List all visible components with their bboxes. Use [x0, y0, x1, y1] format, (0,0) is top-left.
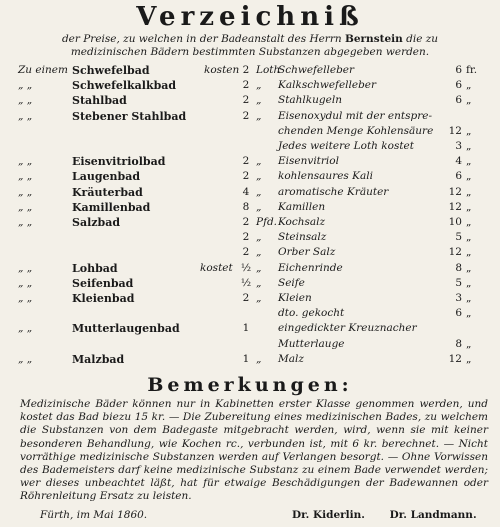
row-6-bath: Eisenvitriolbad	[72, 155, 166, 168]
row-10-pre: „ „	[18, 216, 33, 228]
row-7-pre: „ „	[18, 170, 33, 182]
row-0-subst: Schwefelleber	[278, 64, 355, 76]
row-9-unit: „	[256, 201, 262, 213]
row-12-qty: 2	[242, 246, 250, 258]
row-16-fr: „	[466, 307, 472, 319]
subtitle-name: Bernstein	[344, 33, 403, 45]
row-17-pre: „ „	[18, 322, 33, 334]
row-19-pre: „ „	[18, 353, 33, 365]
row-9-qty: 8	[242, 201, 250, 213]
row-10-price: 10	[448, 216, 462, 228]
row-17-bath: Mutterlaugenbad	[72, 322, 180, 335]
row-1-unit: „	[256, 79, 262, 91]
row-11-price: 5	[455, 231, 462, 243]
row-8-subst: aromatische Kräuter	[278, 186, 389, 198]
row-19-price: 12	[448, 353, 462, 365]
row-8-pre: „ „	[18, 186, 33, 198]
row-3-bath: Stebener Stahlbad	[72, 110, 187, 123]
row-9-bath: Kamillenbad	[72, 201, 151, 214]
row-1-fr: „	[466, 79, 472, 91]
signature-landmann: Dr. Landmann.	[389, 509, 477, 521]
row-14-unit: „	[256, 277, 262, 289]
row-6-price: 4	[455, 155, 462, 167]
row-14-fr: „	[466, 277, 472, 289]
row-9-fr: „	[466, 201, 472, 213]
row-13-unit: „	[256, 262, 262, 274]
row-1-bath: Schwefelkalkbad	[72, 79, 177, 92]
row-14-qty: ½	[240, 277, 252, 289]
row-9-price: 12	[448, 201, 462, 213]
row-5-fr: „	[466, 140, 472, 152]
row-14-pre: „ „	[18, 277, 33, 289]
row-2-price: 6	[455, 94, 462, 106]
row-13-subst: Eichenrinde	[278, 262, 343, 274]
row-10-fr: „	[466, 216, 472, 228]
row-19-subst: Malz	[278, 353, 304, 365]
row-15-qty: 2	[242, 292, 250, 304]
row-14-bath: Seifenbad	[72, 277, 134, 290]
row-7-qty: 2	[242, 170, 250, 182]
row-6-unit: „	[256, 155, 262, 167]
row-12-subst: Orber Salz	[278, 246, 336, 258]
row-18-subst: Mutterlauge	[278, 338, 345, 350]
row-9-pre: „ „	[18, 201, 33, 213]
row-4-fr: „	[466, 125, 472, 137]
row-7-subst: kohlensaures Kali	[278, 170, 373, 182]
row-14-subst: Seife	[278, 277, 305, 289]
row-0-unit: Loth	[256, 64, 281, 76]
row-12-unit: „	[256, 246, 262, 258]
row-7-unit: „	[256, 170, 262, 182]
row-8-bath: Kräuterbad	[72, 186, 143, 199]
row-13-fr: „	[466, 262, 472, 274]
remarks-paragraph: Medizinische Bäder können nur in Kabinetten erster Klasse genommen werden, und kostet das Bad biezu 15 kr. — Die Zubereitung eines medizinischen Bades, zu welchem die Substanzen von dem Badegaste mitgebracht werden, wird, wenn sie mit keiner besonderen Behandlung, wie Kochen rc., verbunden ist, mit 6 kr. berechnet. — Nicht vorräthige medizinische Substanzen werden auf Verlangen besorgt. — Ohne Vorwissen des Bademeisters darf keine medizinische Substanz zu einem Bade verwendet werden; wer dieses unbeachtet läßt, hat für etwaige Beschädigungen der Badewannen oder Röhrenleitung Ersatz zu leisten.	[20, 398, 488, 503]
row-8-price: 12	[448, 186, 462, 198]
row-19-bath: Malzbad	[72, 353, 125, 366]
footer-place-date: Fürth, im Mai 1860.	[40, 509, 148, 521]
row-1-pre: „ „	[18, 79, 33, 91]
row-17-qty: 1	[242, 322, 250, 334]
row-13-price: 8	[455, 262, 462, 274]
row-2-unit: „	[256, 94, 262, 106]
row-10-qty: 2	[242, 216, 250, 228]
row-15-subst: Kleien	[278, 292, 312, 304]
row-2-qty: 2	[242, 94, 250, 106]
row-0-qty: 2	[242, 64, 250, 76]
row-3-unit: „	[256, 110, 262, 122]
row-15-bath: Kleienbad	[72, 292, 135, 305]
row-13-bath: Lohbad	[72, 262, 118, 275]
row-8-qty: 4	[242, 186, 250, 198]
row-7-fr: „	[466, 170, 472, 182]
row-15-unit: „	[256, 292, 262, 304]
row-17-subst: eingedickter Kreuznacher	[278, 322, 417, 334]
row-19-fr: „	[466, 353, 472, 365]
footer-signatures	[292, 509, 477, 522]
row-13-qty: ½	[240, 262, 252, 274]
row-6-subst: Eisenvitriol	[278, 155, 339, 167]
row-16-price: 6	[455, 307, 462, 319]
row-0-kostet: kosten	[204, 64, 240, 76]
row-4-subst: chenden Menge Kohlensäure	[278, 125, 434, 137]
row-15-price: 3	[455, 292, 462, 304]
row-16-subst: dto. gekocht	[278, 307, 345, 319]
row-12-price: 12	[448, 246, 462, 258]
row-10-subst: Kochsalz	[278, 216, 326, 228]
signature-kiderlin: Dr. Kiderlin.	[292, 509, 365, 521]
row-4-price: 12	[448, 125, 462, 137]
row-13-kostet: kostet	[200, 262, 233, 274]
page-subtitle	[30, 33, 470, 59]
row-0-fr: fr.	[466, 64, 478, 76]
row-2-fr: „	[466, 94, 472, 106]
row-11-unit: „	[256, 231, 262, 243]
remarks-heading: Bemerkungen:	[147, 374, 353, 396]
row-2-pre: „ „	[18, 94, 33, 106]
row-0-price: 6	[455, 64, 462, 76]
row-7-bath: Laugenbad	[72, 170, 141, 183]
row-19-unit: „	[256, 353, 262, 365]
row-10-unit: Pfd.	[256, 216, 278, 228]
row-5-subst: Jedes weitere Loth kostet	[278, 140, 414, 152]
row-11-qty: 2	[242, 231, 250, 243]
row-0-pre: Zu einem	[18, 64, 68, 76]
row-11-subst: Steinsalz	[278, 231, 327, 243]
row-3-subst: Eisenoxydul mit der entspre-	[278, 110, 432, 122]
row-0-bath: Schwefelbad	[72, 64, 150, 77]
row-1-qty: 2	[242, 79, 250, 91]
row-19-qty: 1	[242, 353, 250, 365]
subtitle-part1: der Preise, zu welchen in der Badeanstalt des Herrn	[61, 33, 342, 45]
row-2-subst: Stahlkugeln	[278, 94, 342, 106]
row-2-bath: Stahlbad	[72, 94, 127, 107]
row-9-subst: Kamillen	[278, 201, 326, 213]
row-18-fr: „	[466, 338, 472, 350]
row-13-pre: „ „	[18, 262, 33, 274]
row-11-fr: „	[466, 231, 472, 243]
row-3-qty: 2	[242, 110, 250, 122]
row-1-subst: Kalkschwefelleber	[278, 79, 377, 91]
row-5-price: 3	[455, 140, 462, 152]
row-3-pre: „ „	[18, 110, 33, 122]
row-7-price: 6	[455, 170, 462, 182]
row-15-pre: „ „	[18, 292, 33, 304]
row-10-bath: Salzbad	[72, 216, 121, 229]
row-6-fr: „	[466, 155, 472, 167]
row-8-unit: „	[256, 186, 262, 198]
row-8-fr: „	[466, 186, 472, 198]
row-15-fr: „	[466, 292, 472, 304]
row-18-price: 8	[455, 338, 462, 350]
row-6-pre: „ „	[18, 155, 33, 167]
row-1-price: 6	[455, 79, 462, 91]
row-6-qty: 2	[242, 155, 250, 167]
row-12-fr: „	[466, 246, 472, 258]
page-title: Verzeichniß	[136, 2, 364, 32]
subtitle-part2: die zu medizinischen Bädern bestimmten Substanzen abgegeben werden.	[70, 33, 439, 58]
row-14-price: 5	[455, 277, 462, 289]
